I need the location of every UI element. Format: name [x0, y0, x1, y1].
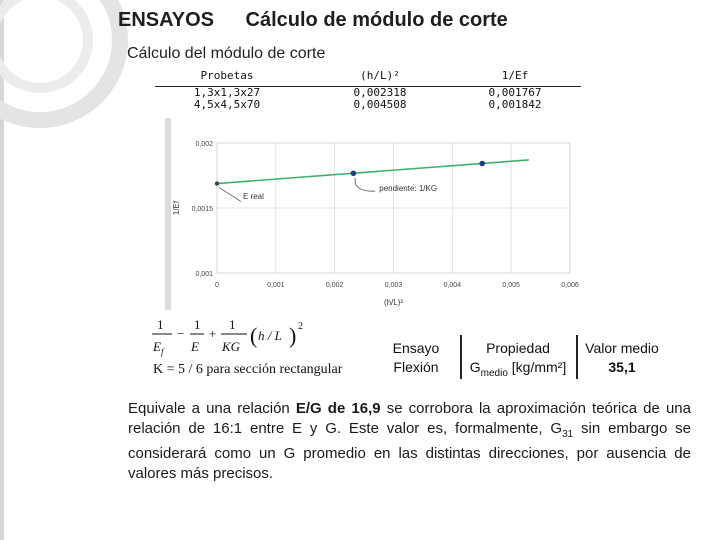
x-tick-label: 0	[215, 282, 219, 289]
svg-text:E: E	[191, 339, 199, 354]
paragraph-text: Equivale a una relación	[128, 400, 296, 417]
annotation-e-real: E real	[243, 192, 264, 201]
intercept-point	[215, 181, 219, 185]
value-label: Valor medio	[585, 340, 659, 356]
paragraph-text: se corrobora la aproximación teórica de una relación de 16:1 entre E y G. Este valor es, formalmente, G	[128, 400, 691, 437]
shear-modulus-chart	[165, 118, 585, 310]
annotation-slope: pendiente: 1/KG	[379, 184, 438, 194]
x-tick-label: 0,005	[502, 282, 520, 289]
x-tick-label: 0,001	[267, 282, 285, 289]
svg-text:h / L: h / L	[258, 328, 282, 343]
slide-subtitle: Cálculo del módulo de corte	[127, 45, 326, 62]
svg-text:+: +	[209, 326, 217, 341]
table-cell: 1,3x1,3x27	[193, 85, 261, 99]
svg-text:1: 1	[157, 317, 164, 332]
table-column-probetas	[177, 70, 277, 112]
y-tick-label: 0,0015	[191, 206, 213, 213]
results-divider	[576, 335, 578, 379]
svg-text:2: 2	[298, 321, 303, 332]
y-axis-label: 1/Ef	[172, 200, 181, 216]
paragraph-subscript: 31	[562, 428, 574, 440]
paragraph-bold: E/G de 16,9	[295, 400, 381, 417]
x-axis-label: (h/L)²	[383, 298, 404, 307]
value-number: 35,1	[608, 359, 636, 375]
chart-frame-edge	[165, 118, 171, 310]
column-header: (h/L)²	[360, 69, 400, 82]
paragraph-text: sin embargo se considerará como un G promedio en las distintas direcciones, por ausencia de valores más precisos.	[128, 419, 691, 482]
property-subscript: medio	[480, 367, 508, 379]
property-label: Propiedad	[486, 340, 550, 356]
table-cell: 0,001842	[488, 98, 542, 111]
header-section: ENSAYOS	[118, 9, 214, 31]
x-tick-label: 0,004	[443, 282, 462, 289]
data-point	[351, 170, 357, 176]
x-tick-label: 0,006	[561, 282, 579, 289]
test-type: Flexión	[393, 359, 439, 375]
test-label: Ensayo	[392, 340, 440, 356]
column-header: Probetas	[200, 69, 254, 82]
table-column-inv-ef	[460, 70, 570, 112]
results-test	[386, 339, 446, 377]
formula-note: K = 5 / 6 para sección rectangular	[153, 362, 343, 377]
x-tick-label: 0,003	[384, 282, 403, 289]
left-edge-bar	[0, 0, 4, 540]
svg-text:f: f	[161, 347, 164, 357]
header-title: Cálculo de módulo de corte	[245, 9, 508, 31]
results-property	[462, 339, 574, 383]
table-cell: 0,001767	[488, 85, 542, 99]
svg-text:): )	[289, 323, 297, 348]
svg-text:(: (	[250, 323, 258, 348]
svg-text:1: 1	[194, 317, 201, 332]
property-unit: [kg/mm²]	[511, 359, 567, 375]
svg-text:KG: KG	[222, 339, 241, 354]
table-cell: 0,004508	[353, 98, 407, 111]
table-column-hl2	[320, 70, 440, 112]
y-tick-label: 0,002	[195, 141, 213, 148]
y-tick-label: 0,001	[195, 271, 213, 278]
column-header: 1/Ef	[501, 69, 529, 82]
svg-text:−: −	[177, 326, 185, 341]
table-cell: 4,5x4,5x70	[193, 98, 261, 111]
property-unit-line	[462, 358, 574, 383]
table-cell: 0,002318	[353, 85, 407, 99]
slide-header	[118, 9, 508, 32]
svg-text:1: 1	[229, 317, 236, 332]
property-symbol: G	[469, 359, 481, 375]
results-value	[580, 339, 664, 377]
data-point	[479, 161, 485, 167]
conclusion-paragraph	[128, 399, 691, 483]
svg-text:E: E	[153, 339, 161, 354]
x-tick-label: 0,002	[325, 282, 344, 289]
